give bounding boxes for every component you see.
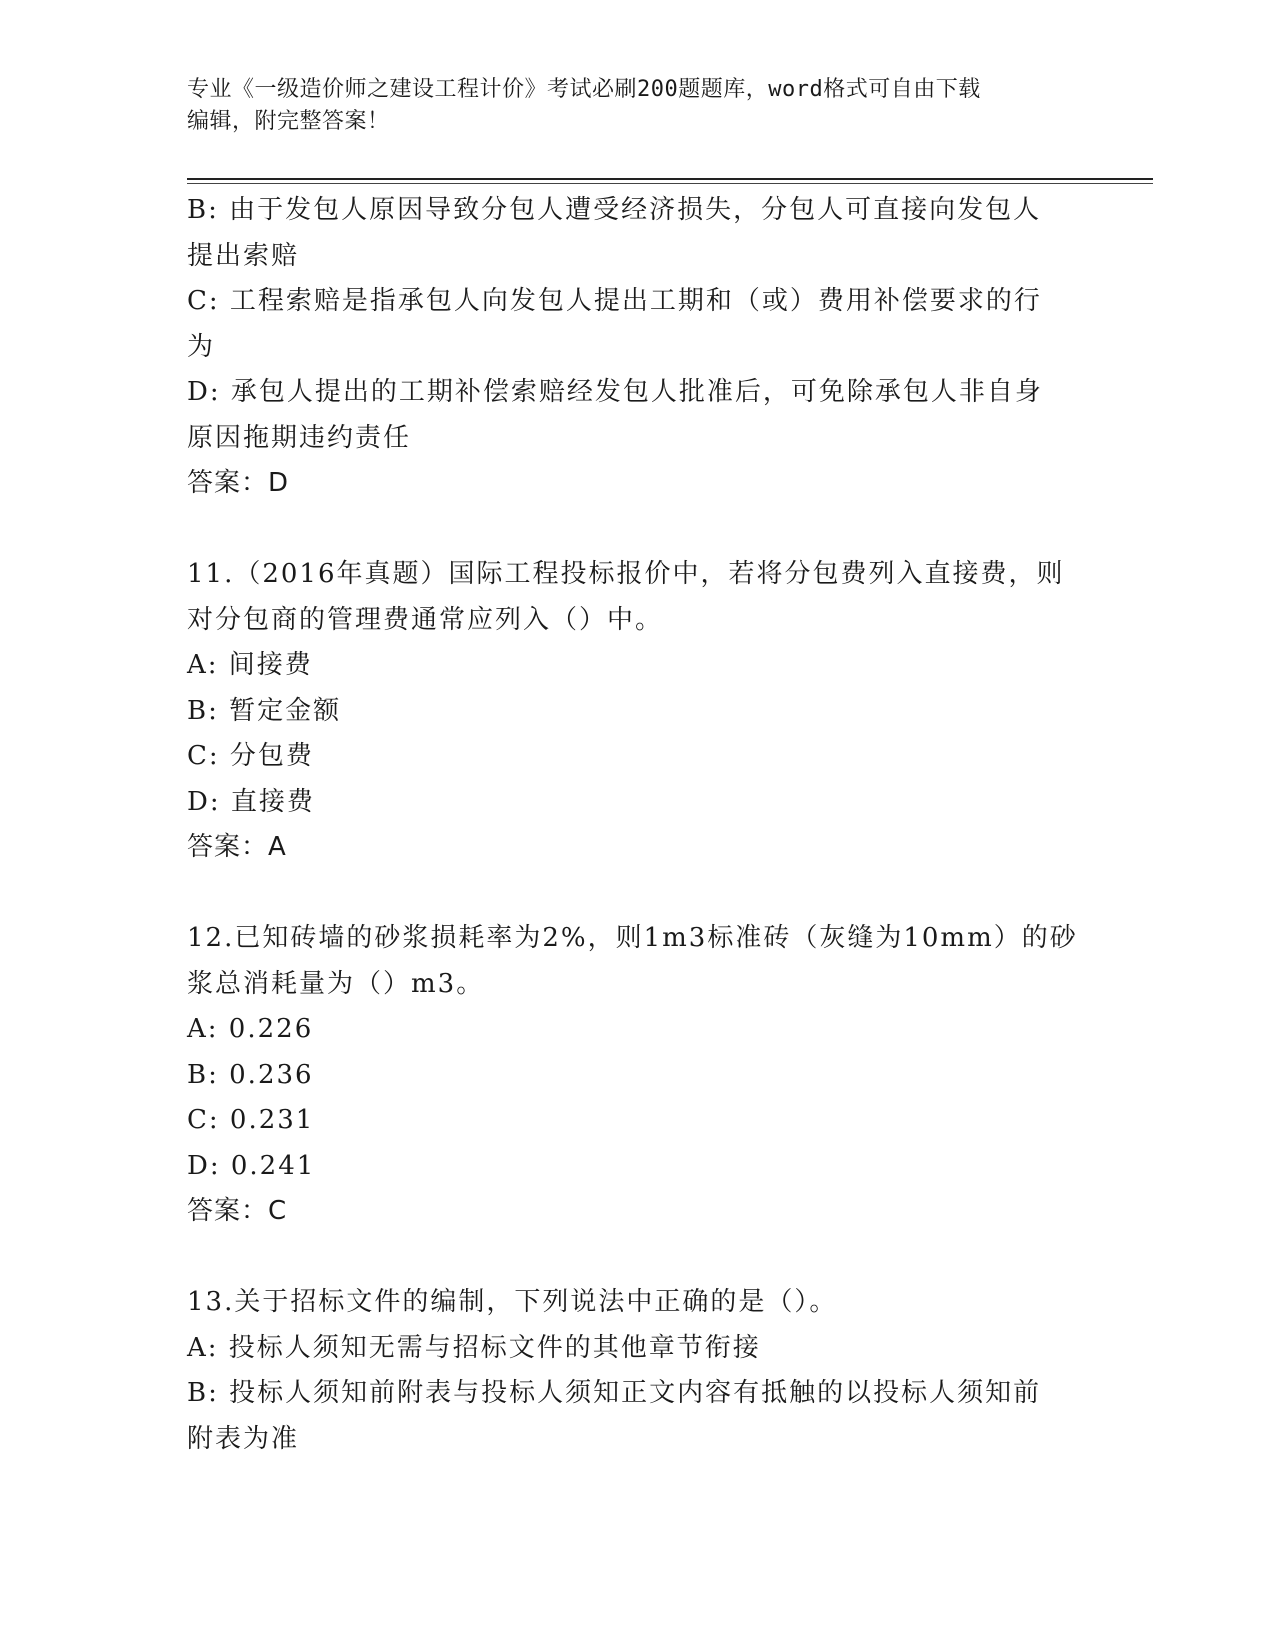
question-10-block <box>187 188 1077 507</box>
header-line-1: 专业《一级造价师之建设工程计价》考试必刷200题题库，word格式可自由下载 <box>187 77 981 102</box>
question-11-block <box>187 552 1077 871</box>
q12-option-a: A: 0.226 <box>187 1014 314 1044</box>
q10-option-c-line-2: 为 <box>187 331 216 362</box>
header-line-2: 编辑，附完整答案！ <box>187 109 390 134</box>
q11-option-d: D: 直接费 <box>187 786 315 817</box>
spacer <box>187 871 1077 917</box>
q12-option-c: C: 0.231 <box>187 1105 315 1135</box>
q11-option-a: A: 间接费 <box>187 650 313 680</box>
q12-answer: 答案：C <box>187 1196 288 1226</box>
q10-option-b-line-2: 提出索赔 <box>187 240 300 271</box>
q13-option-a: A: 投标人须知无需与招标文件的其他章节衔接 <box>187 1332 761 1363</box>
question-12-block <box>187 916 1077 1235</box>
q11-option-c: C: 分包费 <box>187 741 314 771</box>
q12-option-d: D: 0.241 <box>187 1150 316 1181</box>
question-13-block <box>187 1280 1077 1462</box>
document-header <box>187 74 1067 138</box>
header-rule-thin <box>187 183 1153 184</box>
q10-answer: 答案：D <box>187 468 290 498</box>
spacer <box>187 507 1077 553</box>
q11-question-line-2: 对分包商的管理费通常应列入（）中。 <box>187 604 664 635</box>
q11-option-b: B: 暂定金额 <box>187 695 342 726</box>
q10-option-d-line-2: 原因拖期违约责任 <box>187 422 412 453</box>
q12-question-line-2: 浆总消耗量为（）m3。 <box>187 968 485 999</box>
q12-question-line-1: 12.已知砖墙的砂浆损耗率为2%，则1m3标准砖（灰缝为10mm）的砂 <box>187 923 1078 953</box>
q13-question-line-1: 13.关于招标文件的编制，下列说法中正确的是（）。 <box>187 1287 838 1317</box>
q12-option-b: B: 0.236 <box>187 1059 314 1090</box>
q11-answer: 答案：A <box>187 832 287 862</box>
spacer <box>187 1235 1077 1281</box>
document-body <box>187 188 1077 1462</box>
header-rule-thick <box>187 178 1153 180</box>
q13-option-b-line-1: B: 投标人须知前附表与投标人须知正文内容有抵触的以投标人须知前 <box>187 1378 1042 1408</box>
q13-option-b-line-2: 附表为准 <box>187 1423 300 1454</box>
q10-option-c-line-1: C: 工程索赔是指承包人向发包人提出工期和（或）费用补偿要求的行 <box>187 286 1042 316</box>
q10-option-b-line-1: B: 由于发包人原因导致分包人遭受经济损失，分包人可直接向发包人 <box>187 195 1042 225</box>
q10-option-d-line-1: D: 承包人提出的工期补偿索赔经发包人批准后，可免除承包人非自身 <box>187 377 1043 407</box>
q11-question-line-1: 11.（2016年真题）国际工程投标报价中，若将分包费列入直接费，则 <box>187 559 1065 589</box>
